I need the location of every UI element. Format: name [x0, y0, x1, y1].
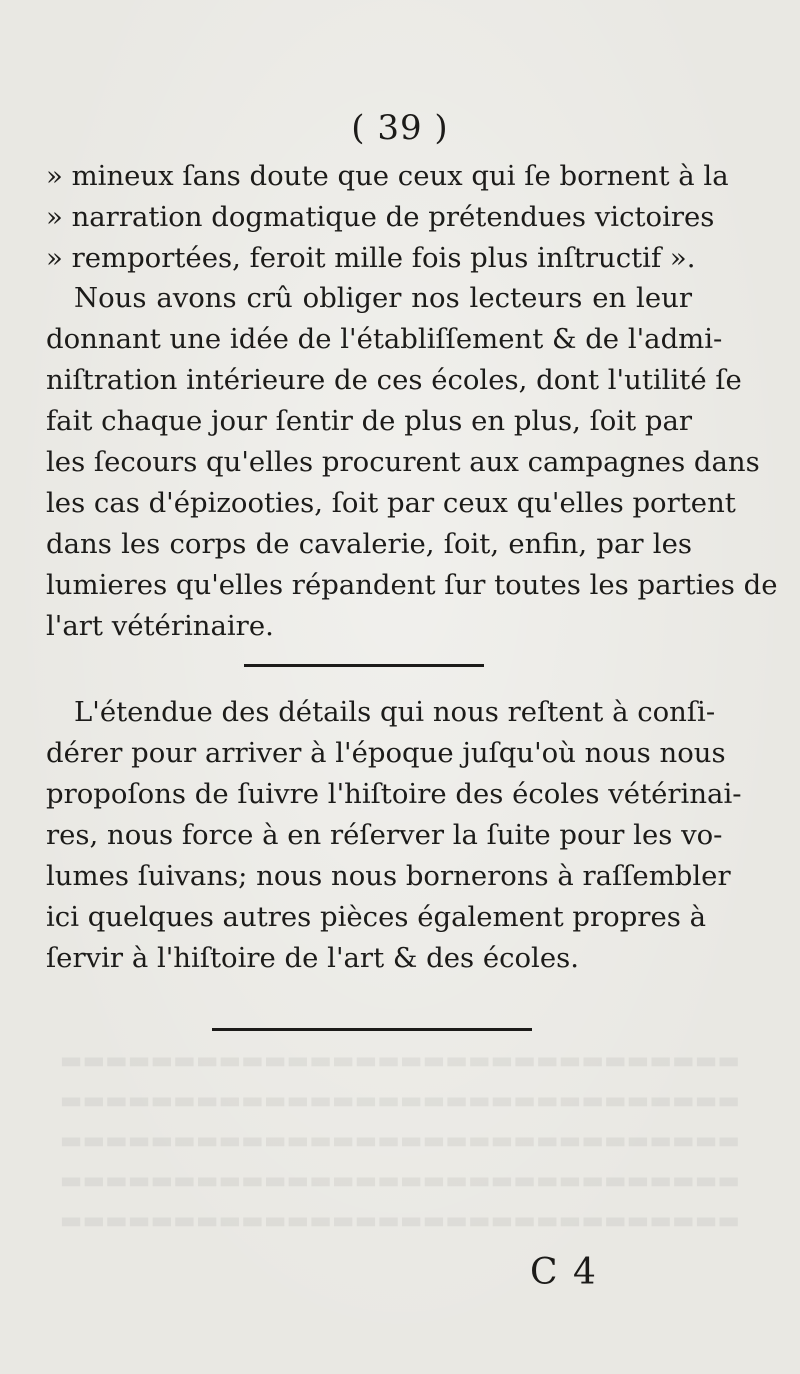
text-line: L'étendue des détails qui nous reſtent à conſi- [74, 696, 716, 728]
text-line: niſtration intérieure de ces écoles, dont l'utilité ſe [46, 364, 742, 396]
text-line: dérer pour arriver à l'époque juſqu'où nous nous [46, 737, 726, 769]
text-line: les cas d'épizooties, ſoit par ceux qu'elles portent [46, 487, 736, 519]
signature-mark: C 4 [530, 1252, 598, 1293]
text-line: l'art vétérinaire. [46, 610, 274, 642]
paragraph-quotation-end [46, 156, 729, 279]
text-line: donnant une idée de l'établiſſement & de l'admi- [46, 323, 723, 355]
text-line: » narration dogmatique de prétendues victoires [46, 201, 715, 233]
section-divider [212, 1028, 532, 1031]
text-line: ſervir à l'hiſtoire de l'art & des écoles. [46, 942, 579, 974]
text-line: lumes ſuivans; nous nous bornerons à raſſembler [46, 860, 731, 892]
paragraph-details-reserved [46, 692, 742, 979]
section-divider [244, 664, 484, 667]
text-line: » remportées, feroit mille fois plus inſtructif ». [46, 242, 696, 274]
text-line: Nous avons crû obliger nos lecteurs en leur [74, 282, 692, 314]
text-line: res, nous force à en réſerver la ſuite pour les vo- [46, 819, 723, 851]
bleed-through-texture: ▬▬▬▬▬▬▬▬▬▬▬▬▬▬▬▬▬▬▬▬▬▬▬▬▬▬▬▬▬▬ ▬▬▬▬▬▬▬▬▬▬▬▬▬▬▬▬▬▬▬▬▬▬▬▬▬▬▬▬▬▬ ▬▬▬▬▬▬▬▬▬▬▬▬▬▬▬▬▬▬▬▬▬▬▬▬▬▬▬▬▬▬ ▬▬▬▬▬▬▬▬▬▬▬▬▬▬▬▬▬▬▬▬▬▬▬▬▬▬▬▬▬▬ ▬▬▬▬▬▬▬▬▬▬▬▬▬▬▬▬▬▬▬▬▬▬▬▬▬▬▬▬▬▬ [59, 1046, 740, 1234]
text-line: » mineux ſans doute que ceux qui ſe bornent à la [46, 160, 729, 192]
text-line: ici quelques autres pièces également propres à [46, 901, 706, 933]
text-line: dans les corps de cavalerie, ſoit, enfin, par les [46, 528, 692, 560]
text-line: les ſecours qu'elles procurent aux campagnes dans [46, 446, 760, 478]
page-number: ( 39 ) [351, 108, 449, 148]
text-line: fait chaque jour ſentir de plus en plus, ſoit par [46, 405, 693, 437]
text-line: lumieres qu'elles répandent ſur toutes les parties de [46, 569, 778, 601]
paragraph-schools-administration [46, 278, 778, 647]
text-line: propoſons de ſuivre l'hiſtoire des écoles vétérinai- [46, 778, 742, 810]
